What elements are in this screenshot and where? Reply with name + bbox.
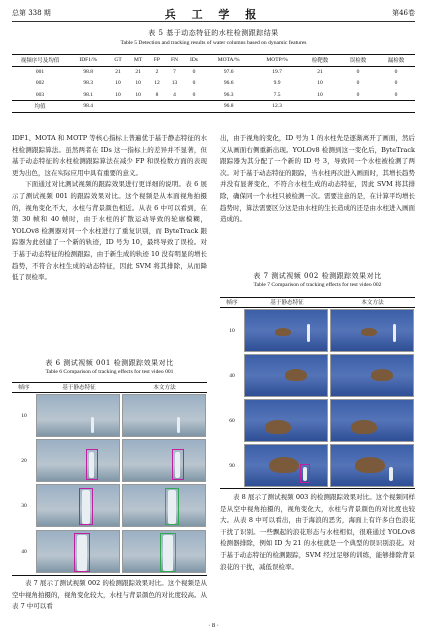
table7-col-ours: 本文方法 bbox=[361, 300, 384, 306]
table7-row bbox=[220, 443, 415, 488]
table6-row bbox=[12, 483, 207, 528]
detection-box bbox=[86, 449, 98, 480]
bird-object bbox=[269, 457, 299, 473]
frame-image-static bbox=[244, 444, 328, 487]
running-header bbox=[12, 6, 415, 22]
table5-cell bbox=[301, 101, 339, 113]
table5-cell: 10 bbox=[115, 91, 121, 98]
frame-image-ours bbox=[330, 354, 414, 397]
detection-box bbox=[172, 449, 184, 480]
table5-header: MOTP/% bbox=[266, 57, 288, 64]
water-column bbox=[393, 324, 396, 342]
table5-cell: 98.3 bbox=[83, 80, 94, 87]
table6-header-row bbox=[12, 383, 207, 393]
detection-box bbox=[79, 488, 93, 525]
bird-object bbox=[285, 369, 307, 381]
table7-header-row bbox=[220, 298, 415, 308]
table5-cell: 21 bbox=[115, 69, 121, 75]
table7-row bbox=[220, 398, 415, 443]
frame-number: 20 bbox=[21, 457, 27, 464]
frame-number: 10 bbox=[229, 327, 235, 334]
table7-image-grid bbox=[220, 297, 415, 489]
paragraph: 表 8 展示了测试视频 003 的检测跟踪效果对比。这个视频同样是从空中视角拍摄的，视角变化大，水柱与背景颜色的对比度也较大。从表 8 中可以看出，由于海浪的恶劣，海面上有许多白色浪花干扰了识别。一些飘起的浪花形态与水柱相似，很难通过 YOLOv8 检测器排除，例如 ID 为 21 的水柱就是一个典型的误识别浪花。对于基于动态特征的检测跟踪，SVM 经过足够的训练，能够排除背景浪花的干扰，减低误检率。 bbox=[220, 493, 415, 571]
bird-object bbox=[351, 420, 377, 434]
table5-header-row bbox=[12, 55, 415, 67]
detection-box bbox=[160, 533, 176, 572]
table5-cell bbox=[339, 101, 377, 113]
paragraph: IDF1、MOTA 和 MOTP 等核心指标上普遍优于基于静态特征的水柱检测跟踪算法。虽然两者在 IDs 这一指标上的差异并不显著，但基于动态特征的水柱检测跟踪算法在减少 FP 和误检数方面的表现更为出色，这在实际应用中具有重要的意义。 bbox=[12, 134, 207, 177]
left-column-bottom bbox=[12, 578, 207, 613]
table7-caption-cn: 表 7 测试视频 002 检测跟踪效果对比 bbox=[253, 272, 382, 280]
table5-header: FP bbox=[153, 57, 160, 64]
frame-number: 30 bbox=[21, 502, 27, 509]
table5-caption-en: Table 5 Detection and tracking results of water columns based on dynamic features bbox=[120, 40, 307, 46]
right-column-bottom bbox=[220, 492, 415, 573]
table-row bbox=[12, 89, 415, 101]
table5-cell: 96.6 bbox=[223, 80, 234, 87]
water-column bbox=[177, 417, 180, 433]
table5-cell: 0 bbox=[192, 69, 196, 75]
table5-header: 漏检数 bbox=[387, 58, 405, 65]
frame-image-static bbox=[36, 484, 120, 527]
table7-row bbox=[220, 353, 415, 398]
issue-number: 总第 338 期 bbox=[12, 9, 51, 17]
table5-cell: 19.7 bbox=[272, 69, 282, 75]
table-row bbox=[12, 78, 415, 90]
table5-cell: 97.6 bbox=[223, 69, 234, 75]
table5-header: IDs bbox=[190, 57, 198, 64]
table5-cell: 8 bbox=[155, 91, 159, 98]
table5-cell: 12.3 bbox=[272, 103, 282, 110]
water-column bbox=[91, 417, 94, 433]
table6-image-grid bbox=[12, 382, 207, 576]
frame-image-ours bbox=[330, 444, 414, 487]
table5-cell: 0 bbox=[356, 69, 360, 75]
frame-image-static bbox=[244, 399, 328, 442]
table5-caption bbox=[12, 28, 415, 46]
paragraph: 出，由于视角的变化，ID 号为 1 的水柱先是逐渐离开了画面，然后又从画面右侧重新出现。YOLOv8 检测到这一变化后，ByteTrack 跟踪器为其分配了一个新的 ID 号 3，导致同一个水柱被检测了两次。对于基于动态特征的跟踪，当水柱再次进入画面时，其增长趋势并没有显著变化，不符合水柱生成的动态特征，因此 SVM 将其排除，确保同一个水柱只被检测一次。需要注意的是，在计算平均增长趋势时，算法需要区分这是由水柱的生长造成的还是由水柱进入画面造成的。 bbox=[220, 134, 415, 224]
table6-caption bbox=[12, 358, 207, 375]
table5-cell: 10 bbox=[317, 91, 323, 98]
frame-number: 10 bbox=[21, 412, 27, 419]
table5-cell: 0 bbox=[394, 69, 398, 75]
table5-cell: 4 bbox=[173, 91, 176, 98]
table5-cell: 7.5 bbox=[273, 91, 281, 98]
water-column bbox=[389, 467, 393, 481]
left-column bbox=[12, 133, 207, 284]
table5-cell: 10 bbox=[135, 80, 141, 87]
table5 bbox=[12, 54, 415, 113]
table5-cell bbox=[165, 101, 184, 113]
table5-cell: 均值 bbox=[34, 104, 46, 111]
paragraph: 表 7 展示了测试视频 002 的检测跟踪效果对比。这个视频是从空中视角拍摄的，视角变化较大，水柱与背景颜色的对比度较高。从表 7 中可以看 bbox=[12, 579, 207, 611]
bird-object bbox=[371, 369, 393, 381]
table5-header: IDF1/% bbox=[79, 57, 98, 64]
water-column bbox=[307, 324, 310, 342]
table5-cell: 10 bbox=[317, 80, 323, 87]
table5-cell: 21 bbox=[317, 69, 323, 75]
table5-header: GT bbox=[114, 57, 122, 64]
table5-cell: 001 bbox=[35, 69, 45, 75]
table6-col-ours: 本文方法 bbox=[153, 385, 176, 391]
table6-caption-en: Table 6 Comparison of tracking effects for test video 001 bbox=[45, 369, 174, 375]
detection-box bbox=[74, 533, 90, 572]
table5-cell: 9.9 bbox=[273, 80, 281, 87]
table5-cell bbox=[149, 101, 166, 113]
frame-image-ours bbox=[122, 530, 206, 573]
table5-cell: 12 bbox=[154, 80, 160, 87]
paragraph: 下面通过对比测试视频的跟踪效果进行更详细的说明。表 6 展示了测试视频 001 的跟踪效果对比。这个视频是从本面视角拍摄的，视角变化不大，水柱与背景颜色相近。从表 6 中可以看到，在第 30 帧和 40 帧时，由于水柱的扩散运动导致的轮廓模糊，YOLOv8 检测器对同一个水柱进行了重复识别，而 ByteTrack 跟踪器为此创建了一个新的轨迹，ID 号为 10，最终导致了误检。对于基于动态特征的检测跟踪，由于新生成的轨迹 10 没有明显的增长趋势，不符合水柱生成的动态特征，因此 SVM 将其排除，从而降低了误检率。 bbox=[12, 180, 207, 282]
table5-header: 视频序号及均值 bbox=[20, 58, 60, 65]
table7-row bbox=[220, 308, 415, 353]
volume-number: 第46卷 bbox=[392, 9, 415, 17]
table5-cell bbox=[128, 101, 149, 113]
detection-box bbox=[300, 464, 310, 483]
bird-object bbox=[361, 328, 377, 336]
frame-image-static bbox=[36, 394, 120, 437]
table6-row bbox=[12, 438, 207, 483]
table5-header: 误检数 bbox=[349, 58, 367, 65]
journal-title: 兵 工 学 报 bbox=[164, 8, 263, 21]
table5-cell: 10 bbox=[135, 91, 141, 98]
table5-cell: 7 bbox=[173, 69, 176, 75]
detection-box bbox=[165, 488, 179, 525]
table5-caption-cn: 表 5 基于动态特征的水柱检测跟踪结果 bbox=[148, 29, 279, 37]
table6-row bbox=[12, 393, 207, 438]
frame-number: 40 bbox=[229, 372, 235, 379]
frame-number: 40 bbox=[21, 548, 27, 555]
table5-cell bbox=[377, 101, 415, 113]
table5-header: 检靶数 bbox=[311, 58, 329, 65]
table5-header: MOTA/% bbox=[217, 57, 240, 64]
table5-header: FN bbox=[171, 57, 179, 64]
table6-col-frame: 帧序 bbox=[18, 385, 30, 391]
right-column bbox=[220, 133, 415, 226]
table5-cell: 0 bbox=[394, 80, 398, 87]
table7-caption bbox=[220, 271, 415, 288]
frame-image-ours bbox=[122, 394, 206, 437]
frame-number: 60 bbox=[229, 417, 235, 424]
table5-header: MT bbox=[133, 57, 143, 64]
frame-image-static bbox=[36, 530, 120, 573]
table5-cell: 98.1 bbox=[83, 91, 94, 98]
table7-col-frame: 帧序 bbox=[226, 300, 238, 306]
table5-mean-row bbox=[12, 101, 415, 113]
frame-image-ours bbox=[122, 484, 206, 527]
table7-caption-en: Table 7 Comparison of tracking effects for test video 002 bbox=[253, 282, 382, 288]
page-number: · 8 · bbox=[208, 622, 219, 629]
table5-cell: 0 bbox=[192, 80, 196, 87]
table5-cell bbox=[108, 101, 127, 113]
frame-image-static bbox=[244, 354, 328, 397]
table5-cell: 13 bbox=[171, 80, 178, 87]
table5-cell: 2 bbox=[155, 69, 159, 75]
frame-image-static bbox=[36, 439, 120, 482]
frame-image-ours bbox=[330, 309, 414, 352]
table5-cell: 96.3 bbox=[223, 91, 234, 98]
table7-col-static: 基于静态特征 bbox=[270, 300, 304, 306]
frame-number: 90 bbox=[229, 462, 235, 469]
table6-col-static: 基于静态特征 bbox=[62, 385, 96, 391]
table-row bbox=[12, 66, 415, 78]
table6-row bbox=[12, 528, 207, 575]
table5-cell: 0 bbox=[192, 91, 196, 98]
frame-image-ours bbox=[122, 439, 206, 482]
bird-object bbox=[265, 420, 291, 434]
table6-caption-cn: 表 6 测试视频 001 检测跟踪效果对比 bbox=[45, 359, 174, 367]
table5-cell: 10 bbox=[115, 80, 121, 87]
table5-cell: 98.8 bbox=[83, 69, 94, 75]
table5-cell: 21 bbox=[135, 69, 141, 75]
frame-image-ours bbox=[330, 399, 414, 442]
table5-cell: 0 bbox=[356, 80, 360, 87]
bird-object bbox=[275, 328, 291, 336]
table5-cell: 002 bbox=[35, 80, 45, 87]
table5-cell: 003 bbox=[35, 91, 45, 98]
table5-cell: 98.4 bbox=[83, 103, 94, 110]
bird-object bbox=[355, 457, 385, 473]
table5-cell: 0 bbox=[356, 91, 360, 98]
table5-cell: 96.8 bbox=[223, 103, 234, 110]
table5-cell: 0 bbox=[394, 91, 398, 98]
frame-image-static bbox=[244, 309, 328, 352]
table5-cell bbox=[184, 101, 204, 113]
